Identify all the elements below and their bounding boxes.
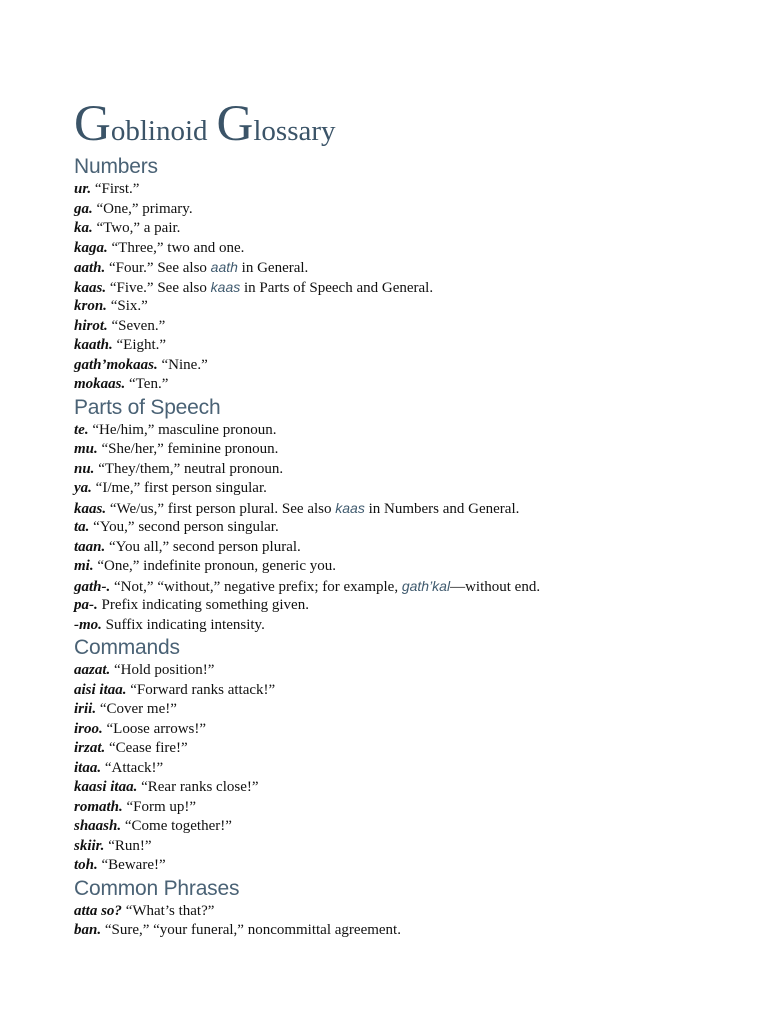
glossary-term: kaath. xyxy=(74,337,113,353)
glossary-entry xyxy=(74,421,714,441)
glossary-term: ya. xyxy=(74,480,92,496)
glossary-term: ur. xyxy=(74,181,92,197)
glossary-entry xyxy=(74,239,714,259)
glossary-entry xyxy=(74,538,714,558)
glossary-entry xyxy=(74,616,714,636)
glossary-definition: Prefix indicating something given. xyxy=(97,597,309,613)
glossary-entry xyxy=(74,219,714,239)
glossary-entry xyxy=(74,200,714,220)
glossary-entry xyxy=(74,902,714,922)
glossary-definition: “Two,” a pair. xyxy=(92,220,181,236)
glossary-term: kaga. xyxy=(74,239,108,256)
section-parts-of-speech xyxy=(74,395,714,636)
glossary-definition: “One,” primary. xyxy=(92,200,193,217)
glossary-definition: “Beware!” xyxy=(97,857,166,873)
glossary-term: kaas. xyxy=(74,279,107,296)
glossary-entry xyxy=(74,336,714,356)
glossary-term: ban. xyxy=(74,922,102,938)
glossary-definition: “Come together!” xyxy=(121,818,232,834)
glossary-term: pa-. xyxy=(74,597,98,613)
glossary-entry xyxy=(74,759,714,779)
glossary-definition: “Attack!” xyxy=(101,759,164,776)
glossary-entry xyxy=(74,278,714,298)
cross-reference: kaas xyxy=(335,499,365,516)
glossary-term: iroo. xyxy=(74,720,103,737)
glossary-definition: “Loose arrows!” xyxy=(102,720,207,737)
glossary-entry xyxy=(74,440,714,460)
section-heading: Common Phrases xyxy=(74,876,240,900)
glossary-definition: “She/her,” feminine pronoun. xyxy=(97,441,279,457)
glossary-term: ta. xyxy=(74,519,90,535)
glossary-term: shaash. xyxy=(74,818,122,834)
glossary-entry xyxy=(74,720,714,740)
glossary-entry xyxy=(74,577,714,597)
glossary-entry xyxy=(74,798,714,818)
page-title: Goblinoid Glossary xyxy=(74,96,336,152)
glossary-entry xyxy=(74,700,714,720)
glossary-definition-tail: in General. xyxy=(237,260,309,276)
entry-list xyxy=(74,661,714,876)
glossary-definition-tail: in Numbers and General. xyxy=(364,500,520,517)
glossary-term: taan. xyxy=(74,538,106,555)
glossary-entry xyxy=(74,375,714,395)
glossary-definition: “Cover me!” xyxy=(96,701,177,717)
glossary-definition: “Cease fire!” xyxy=(105,740,188,756)
glossary-definition: “Eight.” xyxy=(112,337,167,353)
glossary-definition: Suffix indicating intensity. xyxy=(101,616,265,633)
glossary-definition: “Nine.” xyxy=(157,356,208,373)
glossary-entry xyxy=(74,356,714,376)
glossary-term: romath. xyxy=(74,798,123,815)
glossary-term: aazat. xyxy=(74,662,111,678)
glossary-term: kron. xyxy=(74,298,107,314)
glossary-definition: “Form up!” xyxy=(122,798,197,815)
glossary-entry xyxy=(74,921,714,941)
glossary-entry xyxy=(74,499,714,519)
glossary-definition: “Rear ranks close!” xyxy=(137,779,259,795)
glossary-entry xyxy=(74,856,714,876)
glossary-definition: “First.” xyxy=(91,181,140,197)
glossary-term: aisi itaa. xyxy=(74,681,127,698)
entry-list xyxy=(74,421,714,636)
section-heading: Parts of Speech xyxy=(74,395,221,419)
glossary-definition: “Not,” “without,” negative prefix; for example, xyxy=(110,578,402,595)
cross-reference: gath’kal xyxy=(401,577,451,594)
glossary-term: aath. xyxy=(74,260,106,276)
entry-list xyxy=(74,902,714,941)
glossary-definition: “What’s that?” xyxy=(121,902,215,919)
glossary-entry xyxy=(74,180,714,200)
glossary-entry xyxy=(74,596,714,616)
glossary-term: kaas. xyxy=(74,500,107,517)
glossary-entry xyxy=(74,837,714,857)
glossary-definition: “Six.” xyxy=(106,298,148,314)
glossary-term: mu. xyxy=(74,441,98,457)
glossary-definition: “We/us,” first person plural. See also xyxy=(106,500,336,517)
glossary-definition: “You all,” second person plural. xyxy=(105,538,301,555)
glossary-definition: “Three,” two and one. xyxy=(107,239,245,256)
glossary-entry xyxy=(74,317,714,337)
glossary-entry xyxy=(74,778,714,798)
glossary-term: irii. xyxy=(74,701,97,717)
glossary-entry xyxy=(74,661,714,681)
glossary-definition: “Seven.” xyxy=(107,317,166,334)
glossary-term: ka. xyxy=(74,220,93,236)
glossary-definition: “You,” second person singular. xyxy=(89,519,279,535)
glossary-definition: “I/me,” first person singular. xyxy=(91,480,267,496)
glossary-term: -mo. xyxy=(74,616,102,633)
glossary-term: mokaas. xyxy=(74,376,126,392)
section-numbers xyxy=(74,154,714,395)
glossary-definition: “Five.” See also xyxy=(106,279,211,296)
glossary-term: hirot. xyxy=(74,317,108,334)
glossary-definition: “Forward ranks attack!” xyxy=(126,681,276,698)
glossary-definition: “They/them,” neutral pronoun. xyxy=(94,460,284,477)
glossary-definition: “One,” indefinite pronoun, generic you. xyxy=(93,558,337,574)
glossary-definition: “Sure,” “your funeral,” noncommittal agreement. xyxy=(101,922,401,938)
cross-reference: kaas xyxy=(210,278,241,295)
glossary-entry xyxy=(74,479,714,499)
glossary-term: toh. xyxy=(74,857,98,873)
glossary-content xyxy=(74,96,714,941)
entry-list xyxy=(74,180,714,395)
glossary-entry xyxy=(74,258,714,278)
glossary-definition-tail: —without end. xyxy=(450,578,541,595)
glossary-definition: “Run!” xyxy=(104,837,152,854)
glossary-definition: “Ten.” xyxy=(125,376,169,392)
glossary-entry xyxy=(74,739,714,759)
glossary-definition-tail: in Parts of Speech and General. xyxy=(240,279,434,296)
section-common-phrases xyxy=(74,876,714,941)
glossary-term: skiir. xyxy=(74,837,105,854)
glossary-term: mi. xyxy=(74,558,94,574)
glossary-definition: “He/him,” masculine pronoun. xyxy=(88,421,277,438)
glossary-term: te. xyxy=(74,421,89,438)
section-heading: Commands xyxy=(74,636,180,659)
glossary-term: itaa. xyxy=(74,759,102,776)
glossary-term: gath-. xyxy=(74,578,111,595)
glossary-term: nu. xyxy=(74,460,95,477)
glossary-entry xyxy=(74,460,714,480)
glossary-term: kaasi itaa. xyxy=(74,779,138,795)
glossary-entry xyxy=(74,817,714,837)
glossary-entry xyxy=(74,681,714,701)
glossary-definition: “Four.” See also xyxy=(105,260,211,276)
glossary-term: atta so? xyxy=(74,902,122,919)
section-heading: Numbers xyxy=(74,155,158,178)
section-commands xyxy=(74,635,714,876)
glossary-term: irzat. xyxy=(74,740,106,756)
glossary-entry xyxy=(74,518,714,538)
glossary-entry xyxy=(74,297,714,317)
glossary-term: gath’mokaas. xyxy=(74,356,158,373)
glossary-entry xyxy=(74,557,714,577)
glossary-term: ga. xyxy=(74,200,93,217)
glossary-definition: “Hold position!” xyxy=(110,662,215,678)
cross-reference: aath xyxy=(210,259,238,275)
